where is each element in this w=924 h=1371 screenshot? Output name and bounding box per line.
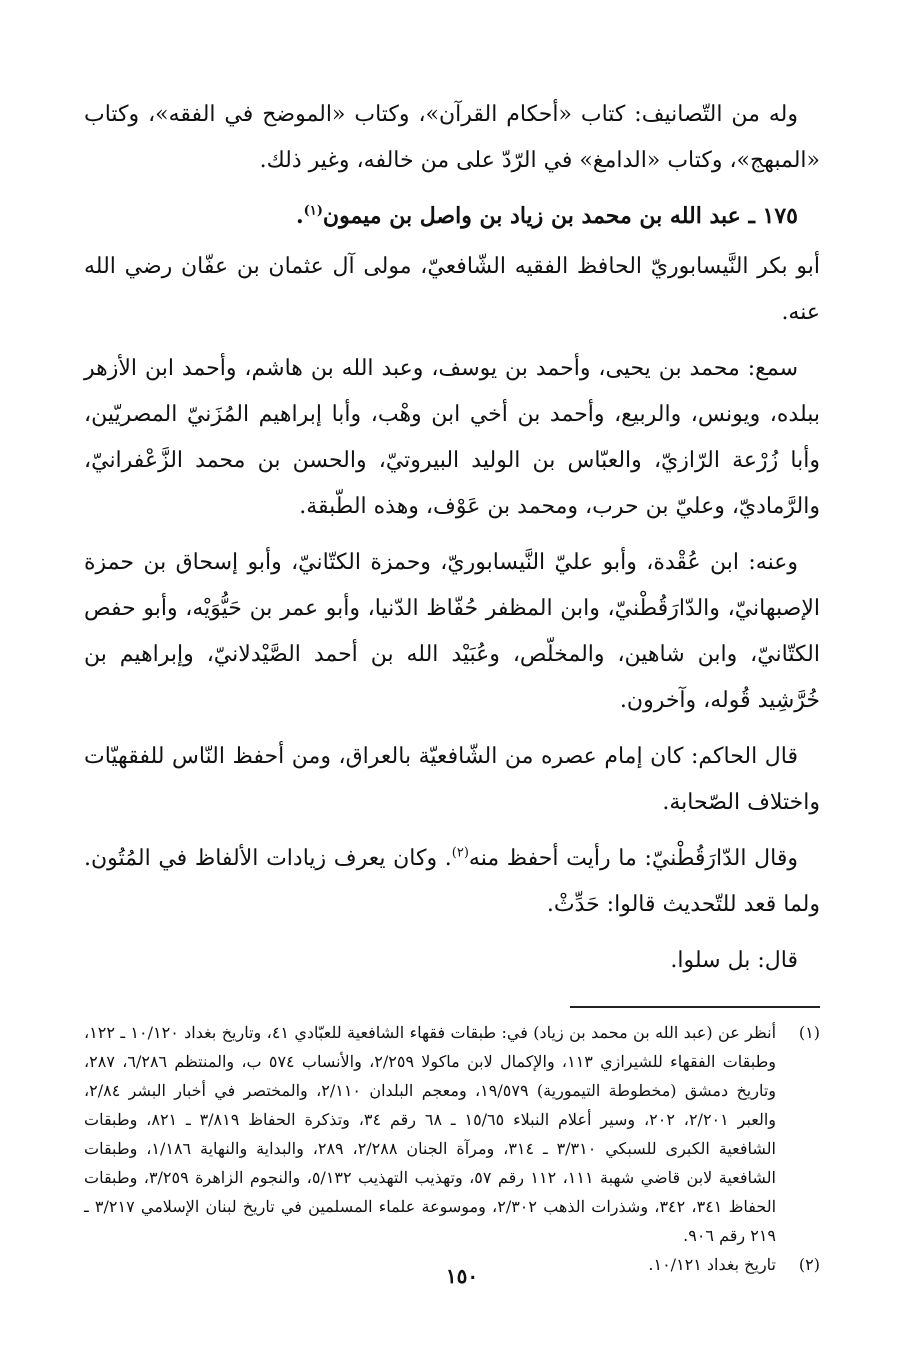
- paragraph-biography: أبو بكر النَّيسابوريّ الحافظ الفقيه الشّافعيّ، مولى آل عثمان بن عفّان رضي الله عنه.: [84, 254, 820, 325]
- daraqutni-quote-start: وقال الدّارَقُطْنيّ: ما رأيت أحفظ منه: [468, 846, 798, 871]
- footnote-1-text: أنظر عن (عبد الله بن محمد بن زياد) في: طبقات فقهاء الشافعية للعبّادي ٤١، وتاريخ بغداد ١٠/١٢٠ ـ ١٢٢، وطبقات الفقهاء للشيرازي ١١٣، والإكمال لابن ماكولا ٢/٢٥٩، والأنساب ٥٧٤ ب، والمنتظم ٦/٢٨٦، ٢٨٧، وتاريخ دمشق (مخطوطة التيمورية) ١٩/٥٧٩، ومعجم البلدان ٢/١١٠، والمختصر في أخبار البشر ٢/٨٤، والعبر ٢/٢٠١، ٢٠٢، وسير أعلام النبلاء ١٥/٦٥ ـ ٦٨ رقم ٣٤، وتذكرة الحفاظ ٣/٨١٩ ـ ٨٢١، وطبقات الشافعية الكبرى للسبكي ٣/٣١٠ ـ ٣١٤، ومرآة الجنان ٢/٢٨٨، ٢٨٩، والبداية والنهاية ١/١٨٦، وطبقات الشافعية لابن قاضي شهبة ١١١، ١١٢ رقم ٥٧، وتهذيب التهذيب ٥/١٣٢، والنجوم الزاهرة ٣/٢٥٩، وطبقات الحفاظ ٣٤١، ٣٤٢، وشذرات الذهب ٢/٣٠٢، وموسوعة علماء المسلمين في تاريخ لبنان الإسلامي ٣/٢١٧ ـ ٢١٩ رقم ٩٠٦.: [84, 1023, 777, 1245]
- footnote-1: [84, 1018, 820, 1250]
- entry-heading: ١٧٥ ـ عبد الله بن محمد بن زياد بن واصل بن ميمون$^{(١)}$.: [295, 203, 798, 229]
- paragraph-students: وعنه: ابن عُقْدة، وأبو عليّ النَّيسابوريّ، وحمزة الكتّانيّ، وأبو إسحاق بن حمزة الإصبهانيّ، والدّارَقُطْنيّ، وابن المظفر حُفّاظ الدّنيا، وأبو عمر بن حَيُّوَيْه، وأبو حفص الكتّانيّ، وابن شاهين، والمخلّص، وعُبَيْد الله بن أحمد الصَّيْدلانيّ، وإبراهيم بن خُرَّشِيد قُوله، وآخرون.: [84, 550, 820, 713]
- footnote-marker-1: (١): [303, 203, 323, 219]
- paragraph-works: وله من التّصانيف: كتاب «أحكام القرآن»، وكتاب «الموضح في الفقه»، وكتاب «المبهج»، وكتاب «الدامغ» في الرّدّ على من خالفه، وغير ذلك.: [84, 102, 820, 173]
- paragraph-daraqutni-quote: [84, 836, 820, 928]
- paragraph-teachers: سمع: محمد بن يحيى، وأحمد بن يوسف، وعبد الله بن هاشم، وأحمد ابن الأزهر ببلده، ويونس، والربيع، وأحمد بن أخي ابن وهْب، وأبا إبراهيم المُزَنيّ المصريّين، وأبا زُرْعة الرّازيّ، والعبّاس بن الوليد البيروتيّ، والحسن بن محمد الزَّعْفرانيّ، والرَّماديّ، وعليّ بن حرب، ومحمد بن عَوْف، وهذه الطّبقة.: [84, 356, 820, 519]
- footnotes-section: [84, 1018, 820, 1279]
- footnote-2-text: تاريخ بغداد ١٠/١٢١.: [648, 1255, 776, 1274]
- footnote-marker-2: (٢): [451, 845, 469, 861]
- daraqutni-quote-end: . وكان يعرف زيادات الألفاظ في المُتُون. ولما قعد للتّحديث قالوا: حَدِّثْ.: [84, 846, 820, 917]
- paragraph-hakim-quote: قال الحاكم: كان إمام عصره من الشّافعيّة بالعراق، ومن أحفظ النّاس للفقهيّات واختلاف الصّحابة.: [84, 744, 820, 815]
- footnote-1-number: (١): [798, 1023, 820, 1042]
- paragraph-closing: قال: بل سلوا.: [670, 948, 798, 973]
- entry-heading-text: ١٧٥ ـ عبد الله بن محمد بن زياد بن واصل بن ميمون: [322, 203, 798, 229]
- footnote-2-number: (٢): [798, 1255, 820, 1274]
- footnote-divider: [570, 1006, 820, 1008]
- page-number: ١٥٠: [445, 1264, 479, 1288]
